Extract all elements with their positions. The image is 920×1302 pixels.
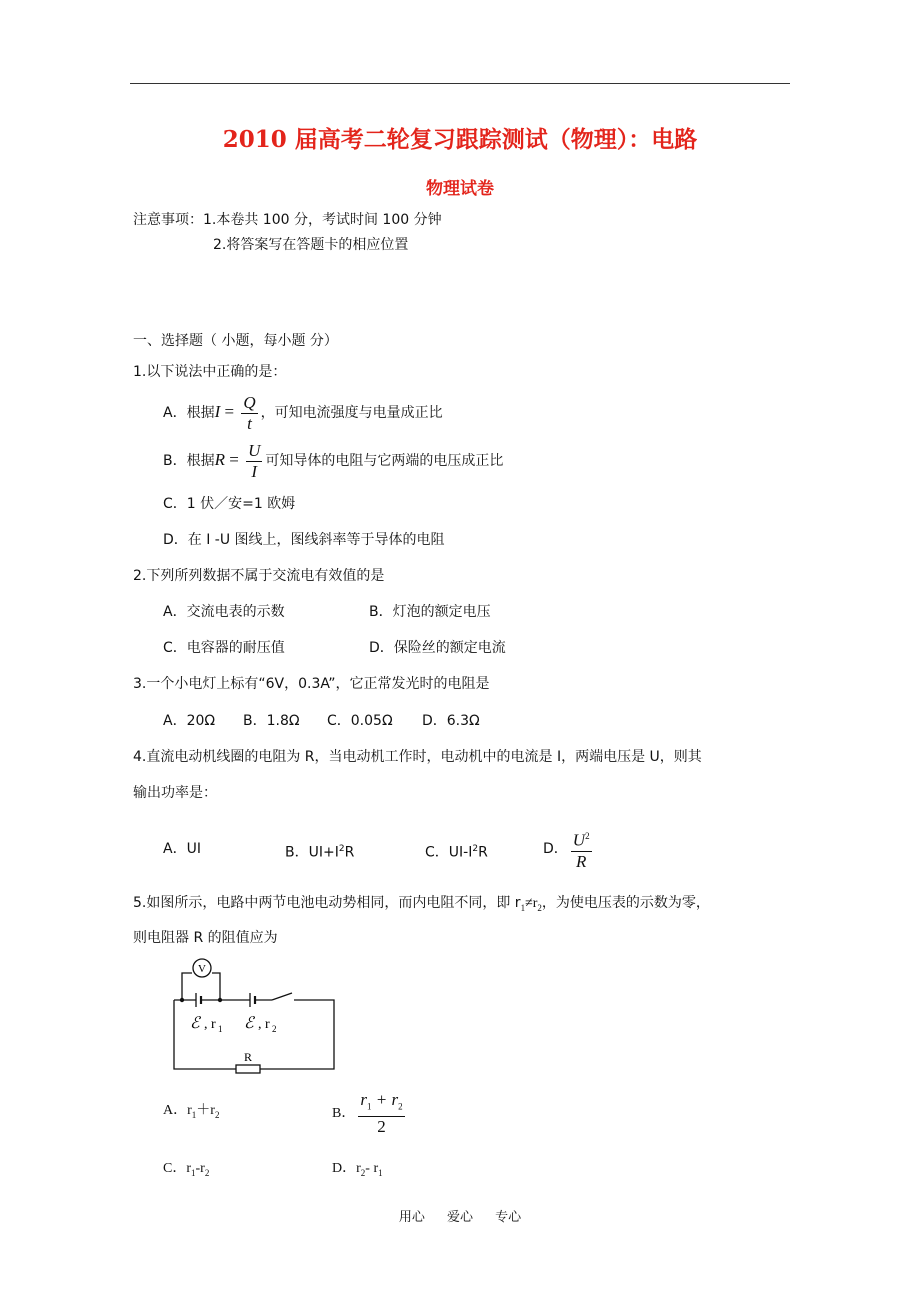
q1-a-prefix: A．根据 xyxy=(163,405,215,421)
q5-c-sub1: 1 xyxy=(191,1167,196,1178)
q1-a-eq: = xyxy=(220,402,239,421)
header-rule xyxy=(130,83,790,84)
q5-option-a xyxy=(163,1101,219,1125)
q1-a-fraction xyxy=(241,393,257,434)
q1-a-num: Q xyxy=(243,392,256,412)
q5-option-d xyxy=(332,1159,383,1183)
q4-d-num-base: U xyxy=(572,830,586,850)
q4-c-post: R xyxy=(478,844,488,861)
section-heading: 一、选择题（ 小题，每小题 分） xyxy=(133,333,338,349)
q4-c-sup: 2 xyxy=(472,844,479,854)
q4-stem-line-1: 4.直流电动机线圈的电阻为 R，当电动机工作时，电动机中的电流是 I，两端电压是 U，则其 xyxy=(133,749,702,765)
q1-b-prefix: B．根据 xyxy=(163,453,215,469)
left-bottom-wire xyxy=(174,1000,236,1069)
q1-a-den: t xyxy=(247,413,252,433)
q4-c-pre: C．UI-I xyxy=(425,844,473,861)
q4-option-c xyxy=(425,839,488,863)
q3-option-c: C．0.05Ω xyxy=(327,713,393,729)
q5-b-num-sub2: 2 xyxy=(398,1101,403,1112)
q5-b-num-plus: + r xyxy=(371,1090,399,1109)
emf1-comma: , xyxy=(204,1017,208,1032)
q5-stem-ne: ≠r xyxy=(525,896,538,911)
q2-option-c: C．电容器的耐压值 xyxy=(163,640,285,656)
q1-option-c: C．1 伏／安=1 欧姆 xyxy=(163,496,296,512)
junction-dot-right xyxy=(218,998,222,1002)
footer-word-1: 用心 xyxy=(398,1210,425,1225)
r1-label: r xyxy=(211,1017,216,1032)
q3-option-d: D．6.3Ω xyxy=(422,713,480,729)
q5-a-sub1: 1 xyxy=(191,1109,197,1120)
q4-d-num-sup: 2 xyxy=(585,831,590,842)
q1-a-suffix: ，可知电流强度与电量成正比 xyxy=(260,405,443,421)
document-title: 2010 届高考二轮复习跟踪测试（物理）：电路 xyxy=(222,126,698,153)
q2-option-d: D．保险丝的额定电流 xyxy=(369,640,506,656)
q5-stem-line-1 xyxy=(133,893,710,918)
q5-c-label: C． xyxy=(163,1161,187,1176)
q5-a-r1: r xyxy=(187,1103,192,1118)
emf1-label: ℰ xyxy=(190,1015,200,1032)
q4-b-pre: B．UI+I xyxy=(285,844,339,861)
q4-option-a: A．UI xyxy=(163,841,201,857)
q5-a-label: A． xyxy=(163,1103,188,1118)
voltmeter-wire-right xyxy=(212,973,220,1000)
q1-option-b xyxy=(163,438,503,483)
q4-stem-line-2: 输出功率是： xyxy=(133,785,217,801)
emf2-label: ℰ xyxy=(244,1015,254,1032)
q5-stem-post: ，为使电压表的示数为零， xyxy=(541,895,710,911)
q5-a-plus: ＋r xyxy=(196,1103,215,1118)
q1-option-d: D．在 I -U 图线上，图线斜率等于导体的电阻 xyxy=(163,532,445,548)
q4-d-label: D． xyxy=(543,841,568,857)
q5-c-r1: r xyxy=(186,1161,192,1176)
q4-b-sup: 2 xyxy=(338,844,345,854)
q3-option-a: A．20Ω xyxy=(163,713,216,729)
notes-line-2: 2.将答案写在答题卡的相应位置 xyxy=(213,237,409,253)
q5-d-r2: r xyxy=(356,1161,361,1176)
q1-b-fraction xyxy=(246,441,262,482)
q1-option-a xyxy=(163,390,443,435)
resistor-label: R xyxy=(243,1050,253,1064)
q1-b-lhs: R xyxy=(214,450,225,469)
q5-b-fraction xyxy=(358,1090,404,1137)
q2-stem: 2.下列所列数据不属于交流电有效值的是 xyxy=(133,568,385,584)
q5-b-num xyxy=(358,1090,404,1117)
q1-b-suffix: 可知导体的电阻与它两端的电压成正比 xyxy=(265,453,504,469)
q2-option-a: A．交流电表的示数 xyxy=(163,604,285,620)
q5-circuit-diagram xyxy=(168,953,338,1076)
q5-stem-line-2: 则电阻器 R 的阻值应为 xyxy=(133,930,278,946)
q1-b-num: U xyxy=(248,440,261,460)
q3-option-b: B．1.8Ω xyxy=(243,713,300,729)
q4-b-post: R xyxy=(344,844,355,861)
document-subtitle: 物理试卷 xyxy=(426,179,494,199)
right-bottom-wire xyxy=(260,1000,334,1069)
q5-a-sub2: 2 xyxy=(214,1109,220,1120)
q5-d-label: D． xyxy=(332,1161,357,1176)
notes-line-1: 注意事项：1.本卷共 100 分，考试时间 100 分钟 xyxy=(133,212,442,228)
r2-sub: 2 xyxy=(272,1024,277,1034)
voltmeter-label: V xyxy=(198,963,206,975)
q5-b-num-sub1: 1 xyxy=(366,1101,372,1112)
junction-dot-left xyxy=(180,998,184,1002)
q5-d-sub2: 2 xyxy=(360,1167,366,1178)
q5-stem-sub2: 2 xyxy=(537,902,542,913)
q5-stem-sub1: 1 xyxy=(520,902,526,913)
switch-blade xyxy=(272,993,292,1000)
q5-stem-pre: 5.如图所示，电路中两节电池电动势相同，而内电阻不同，即 r xyxy=(133,895,521,911)
emf2-comma: , xyxy=(258,1017,262,1032)
q5-c-minus: -r xyxy=(195,1161,205,1176)
q5-b-label: B． xyxy=(332,1105,356,1121)
page-footer xyxy=(0,1206,920,1225)
q5-c-sub2: 2 xyxy=(204,1167,210,1178)
q5-option-c xyxy=(163,1159,209,1183)
q1-stem: 1.以下说法中正确的是： xyxy=(133,364,287,380)
q3-stem: 3.一个小电灯上标有“6V，0.3A”，它正常发光时的电阻是 xyxy=(133,676,490,692)
q4-option-d xyxy=(543,826,595,872)
footer-word-3: 专心 xyxy=(495,1210,522,1225)
q4-d-num xyxy=(571,826,592,852)
q5-b-den: 2 xyxy=(377,1117,386,1137)
q1-b-den: I xyxy=(251,461,258,481)
footer-word-2: 爱心 xyxy=(446,1210,473,1225)
r1-sub: 1 xyxy=(218,1024,223,1034)
q4-option-b xyxy=(285,839,354,863)
q1-b-eq: = xyxy=(225,450,244,469)
voltmeter-wire-left xyxy=(182,973,192,1000)
q4-d-fraction xyxy=(571,826,592,872)
q4-d-den: R xyxy=(575,851,587,871)
q2-option-b: B．灯泡的额定电压 xyxy=(369,604,491,620)
resistor-box xyxy=(236,1065,260,1073)
q5-d-minus: - r xyxy=(365,1161,379,1176)
q1-a-lhs: I xyxy=(214,402,221,421)
r2-label: r xyxy=(265,1017,270,1032)
q5-b-num-r1: r xyxy=(360,1090,367,1109)
q5-d-sub1: 1 xyxy=(378,1167,383,1178)
q5-option-b xyxy=(332,1090,408,1137)
